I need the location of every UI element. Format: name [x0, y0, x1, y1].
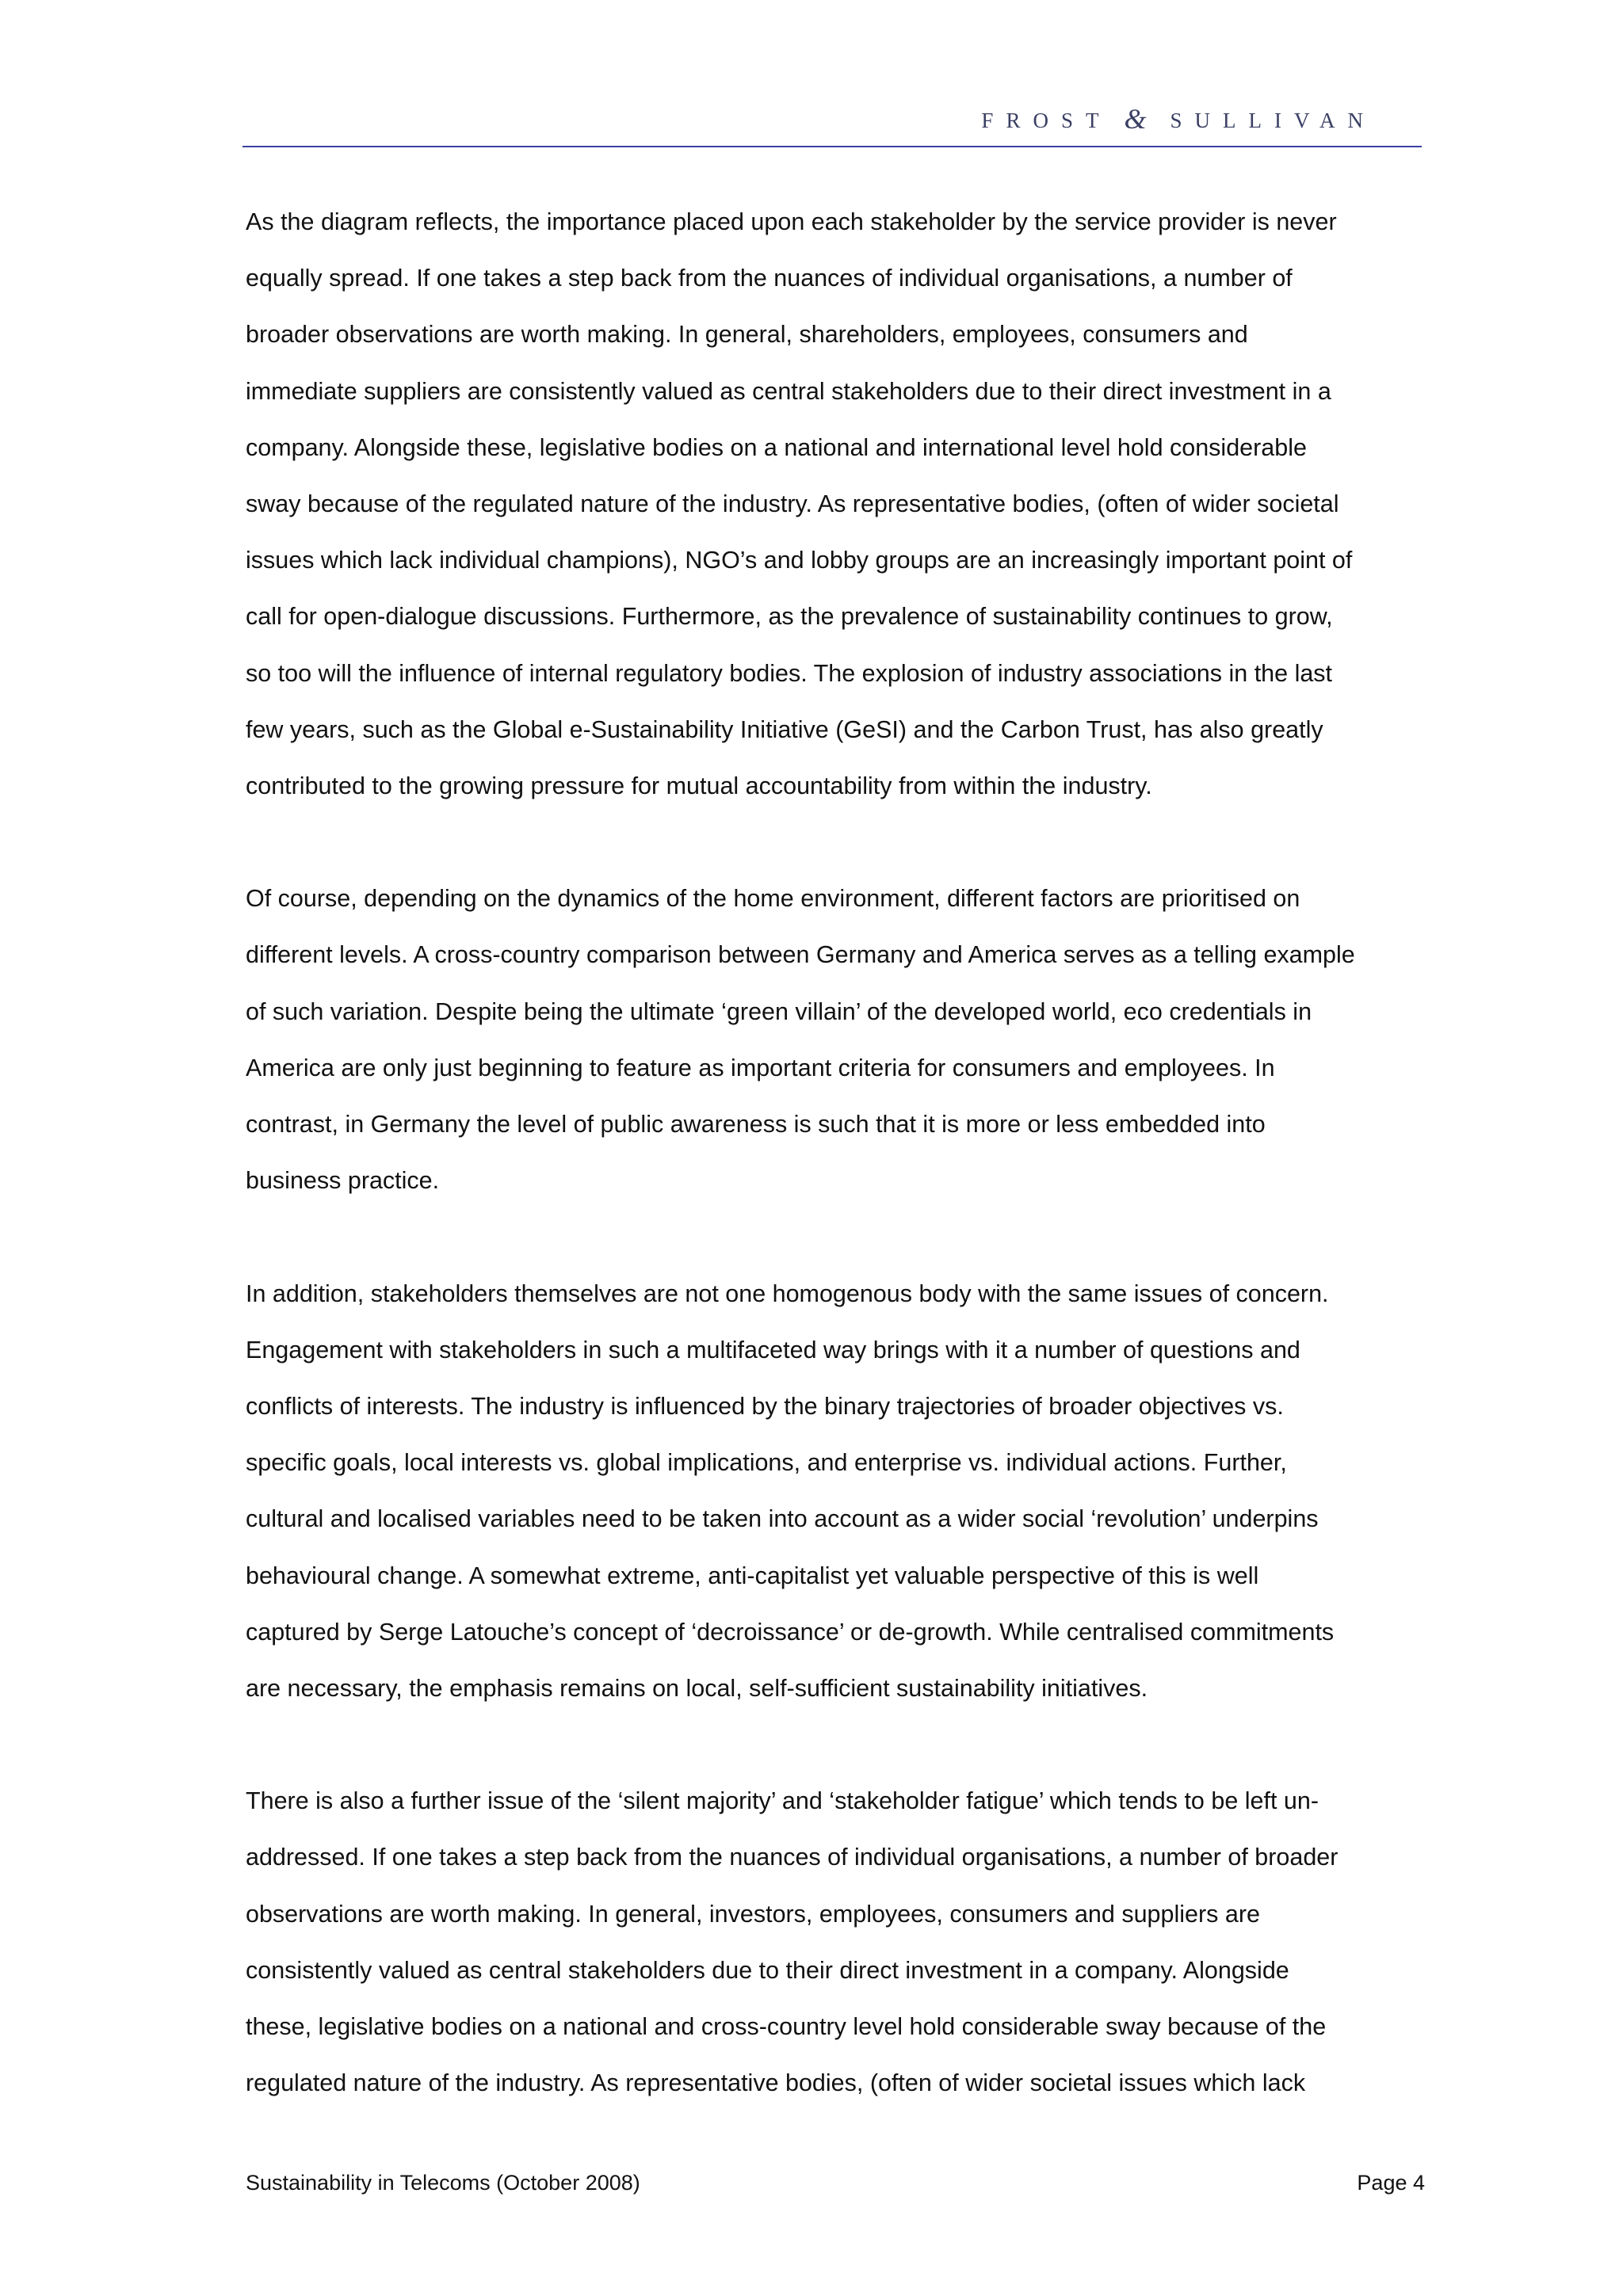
text-line: America are only just beginning to feature as important criteria for consumers and employees. In	[246, 1054, 1275, 1081]
paragraph-2	[246, 878, 1387, 1216]
text-line: sway because of the regulated nature of the industry. As representative bodies, (often of wider societal	[246, 490, 1339, 517]
text-line: Of course, depending on the dynamics of the home environment, different factors are prioritised on	[246, 885, 1300, 913]
text-line: issues which lack individual champions), NGO’s and lobby groups are an increasingly important point of	[246, 547, 1353, 574]
text-line: There is also a further issue of the ‘silent majority’ and ‘stakeholder fatigue’ which tends to be left un-	[246, 1787, 1319, 1815]
text-line: equally spread. If one takes a step back from the nuances of individual organisations, a number of	[246, 265, 1293, 292]
logo-right-text: SULLIVAN	[1170, 108, 1376, 132]
text-line: immediate suppliers are consistently valued as central stakeholders due to their direct investment in a	[246, 377, 1331, 405]
text-line: addressed. If one takes a step back from the nuances of individual organisations, a number of broader	[246, 1844, 1338, 1871]
paragraph-gap	[246, 822, 1387, 878]
text-line: Engagement with stakeholders in such a multifaceted way brings with it a number of questions and	[246, 1336, 1300, 1363]
text-line: broader observations are worth making. In general, shareholders, employees, consumers and	[246, 321, 1248, 349]
text-line: these, legislative bodies on a national and cross-country level hold considerable sway because of the	[246, 2013, 1327, 2040]
text-line: are necessary, the emphasis remains on local, self-sufficient sustainability initiatives.	[246, 1674, 1148, 1702]
header-divider	[242, 146, 1422, 147]
text-line: specific goals, local interests vs. global implications, and enterprise vs. individual actions. Further,	[246, 1449, 1287, 1477]
text-line: cultural and localised variables need to be taken into account as a wider social ‘revolution’ underpins	[246, 1505, 1319, 1533]
paragraph-gap	[246, 1216, 1387, 1272]
text-line: conflicts of interests. The industry is influenced by the binary trajectories of broader objectives vs.	[246, 1392, 1284, 1420]
paragraph-4	[246, 1780, 1387, 2119]
text-line: so too will the influence of internal regulatory bodies. The explosion of industry associations in the last	[246, 659, 1333, 687]
frost-sullivan-logo	[935, 105, 1376, 136]
text-line: As the diagram reflects, the importance placed upon each stakeholder by the service provider is never	[246, 208, 1337, 235]
text-line: company. Alongside these, legislative bodies on a national and international level hold considerable	[246, 433, 1307, 461]
text-line: consistently valued as central stakeholders due to their direct investment in a company. Alongside	[246, 1956, 1289, 1984]
text-line: behavioural change. A somewhat extreme, anti-capitalist yet valuable perspective of this is well	[246, 1562, 1259, 1589]
text-line: business practice.	[246, 1167, 440, 1195]
paragraph-3	[246, 1273, 1387, 1725]
text-line: In addition, stakeholders themselves are not one homogenous body with the same issues of concern.	[246, 1280, 1329, 1307]
text-line: different levels. A cross-country comparison between Germany and America serves as a telling example	[246, 941, 1355, 969]
logo-left-text: FROST	[981, 108, 1112, 132]
footer-document-title: Sustainability in Telecoms (October 2008)	[246, 2171, 640, 2195]
logo-ampersand: &	[1124, 103, 1147, 135]
text-line: few years, such as the Global e-Sustainability Initiative (GeSI) and the Carbon Trust, has also greatly	[246, 715, 1323, 743]
body-text	[246, 201, 1387, 2119]
text-line: regulated nature of the industry. As representative bodies, (often of wider societal issues which lack	[246, 2069, 1306, 2097]
text-line: captured by Serge Latouche’s concept of ‘decroissance’ or de-growth. While centralised commitments	[246, 1618, 1335, 1646]
paragraph-gap	[246, 1724, 1387, 1780]
text-line: call for open-dialogue discussions. Furthermore, as the prevalence of sustainability continues to grow,	[246, 603, 1333, 631]
footer-page-number: Page 4	[1357, 2171, 1425, 2195]
text-line: of such variation. Despite being the ultimate ‘green villain’ of the developed world, eco credentials in	[246, 997, 1312, 1025]
text-line: contributed to the growing pressure for mutual accountability from within the industry.	[246, 772, 1152, 799]
text-line: contrast, in Germany the level of public awareness is such that it is more or less embedded into	[246, 1111, 1266, 1138]
paragraph-1	[246, 201, 1387, 822]
text-line: observations are worth making. In general, investors, employees, consumers and suppliers are	[246, 1900, 1260, 1928]
